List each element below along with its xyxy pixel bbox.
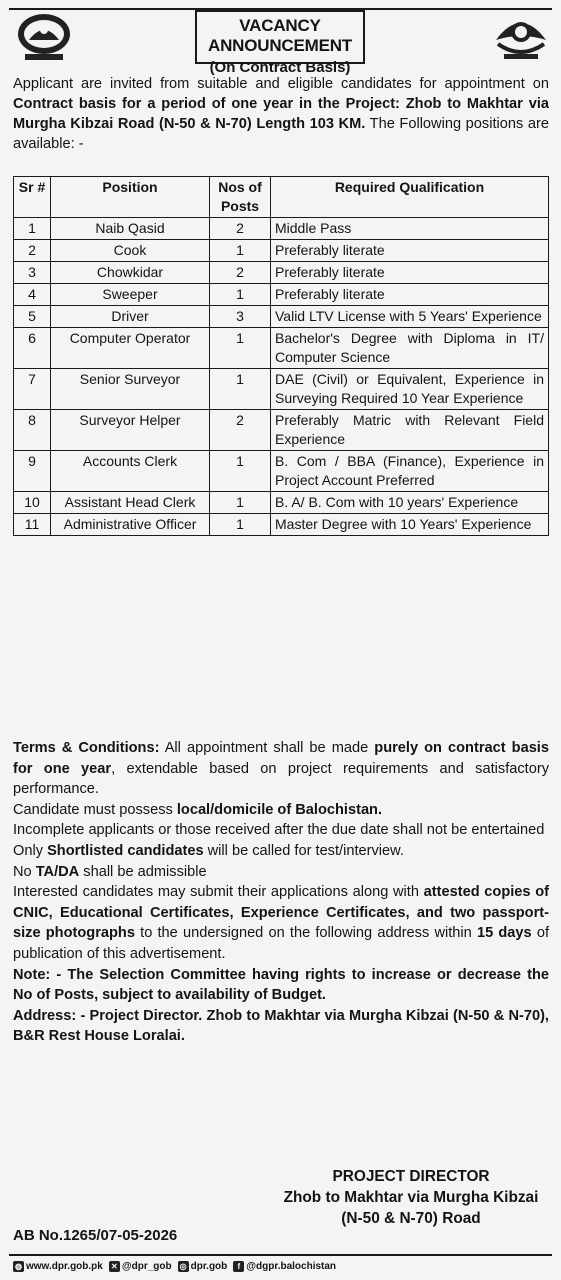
terms-item [13, 882, 549, 964]
table-row [14, 451, 549, 492]
table-row [14, 218, 549, 240]
cell-qualification: B. Com / BBA (Finance), Experience in Project Account Preferred [271, 451, 549, 492]
terms-text: TA/DA [35, 863, 80, 880]
terms-text: will be called for test/interview. [203, 842, 404, 859]
cell-position: Assistant Head Clerk [51, 492, 210, 514]
cell-sr: 10 [14, 492, 51, 514]
terms-text: purely on contract basis for one year [13, 740, 549, 777]
address-bold: Address: - Project Director. Zhob to Makhtar via Murgha Kibzai (N-50 & N-70), B&R Rest House Loralai. [13, 1007, 549, 1045]
cell-qualification: Middle Pass [271, 218, 549, 240]
header-nos: Nos of Posts [210, 177, 271, 218]
signature-road: (N-50 & N-70) Road [341, 1210, 481, 1227]
terms-text: All appointment shall be made [159, 740, 375, 756]
table-row [14, 492, 549, 514]
footer-website[interactable] [13, 1261, 103, 1272]
note-text [13, 965, 549, 1006]
cell-position: Senior Surveyor [51, 369, 210, 410]
cell-sr: 11 [14, 514, 51, 536]
cell-sr: 3 [14, 262, 51, 284]
intro-text: Applicant are invited from suitable and eligible candidates for appointment on [13, 76, 549, 92]
terms-text: of publication of this advertisement. [13, 925, 549, 962]
announcement-title: VACANCY ANNOUNCEMENT [208, 16, 352, 55]
cell-sr: 8 [14, 410, 51, 451]
cell-sr: 1 [14, 218, 51, 240]
header-sr: Sr # [14, 177, 51, 218]
signature-title: PROJECT DIRECTOR [332, 1168, 490, 1185]
cell-qualification: Bachelor's Degree with Diploma in IT/ Computer Science [271, 328, 549, 369]
cell-sr: 2 [14, 240, 51, 262]
cell-qualification: Preferably Matric with Relevant Field Experience [271, 410, 549, 451]
cell-qualification: Preferably literate [271, 240, 549, 262]
cell-nos: 1 [210, 284, 271, 306]
terms-text: Candidate must possess [13, 801, 177, 818]
cell-qualification: Preferably literate [271, 284, 549, 306]
announcement-subtitle: (On Contract Basis) [209, 59, 351, 76]
cell-position: Naib Qasid [51, 218, 210, 240]
cell-position: Driver [51, 306, 210, 328]
terms-text: No [13, 863, 36, 880]
cell-nos: 1 [210, 514, 271, 536]
terms-section [13, 738, 549, 1047]
address-text [13, 1006, 549, 1047]
signature-block [273, 1166, 549, 1229]
intro-project-text: Contract basis for a period of one year in the Project: Zhob to Makhtar via Murgha Kibzai Road (N-50 & N-70) Length 103 KM. [13, 96, 549, 132]
terms-item [13, 738, 549, 800]
header-position: Position [51, 177, 210, 218]
cell-nos: 2 [210, 410, 271, 451]
terms-item [13, 841, 549, 862]
ab-number: AB No.1265/07-05-2026 [13, 1227, 178, 1244]
cell-sr: 9 [14, 451, 51, 492]
terms-text: Only [13, 842, 48, 859]
cell-sr: 4 [14, 284, 51, 306]
terms-text: Incomplete applicants or those received after the due date shall not be entertained [13, 822, 545, 839]
table-row [14, 306, 549, 328]
table-row [14, 410, 549, 451]
table-row [14, 514, 549, 536]
table-row [14, 328, 549, 369]
header-qualification: Required Qualification [271, 177, 549, 218]
cell-nos: 1 [210, 369, 271, 410]
cell-qualification: Preferably literate [271, 262, 549, 284]
terms-item [13, 862, 549, 883]
terms-text: 15 days [476, 925, 532, 942]
cell-nos: 3 [210, 306, 271, 328]
terms-text: , extendable based on project requirements and satisfactory performance. [13, 760, 549, 798]
table-row [14, 284, 549, 306]
footer-facebook-text: @dgpr.balochistan [246, 1260, 337, 1272]
terms-label: Terms & Conditions: [13, 740, 160, 756]
vacancy-table [13, 176, 549, 536]
intro-paragraph [13, 74, 549, 154]
terms-text: local/domicile of Balochistan. [176, 801, 383, 818]
cell-qualification: Master Degree with 10 Years' Experience [271, 514, 549, 536]
signature-project: Zhob to Makhtar via Murgha Kibzai [283, 1189, 539, 1206]
cell-position: Cook [51, 240, 210, 262]
globe-icon: ◍ [13, 1261, 24, 1272]
note-bold: Note: - The Selection Committee having rights to increase or decrease the No of Posts, subject to availability of Budget. [13, 966, 549, 1004]
terms-text: Interested candidates may submit their applications along with [13, 884, 424, 901]
vacancy-advertisement [9, 4, 552, 1276]
cell-position: Sweeper [51, 284, 210, 306]
cell-qualification: DAE (Civil) or Equivalent, Experience in Surveying Required 10 Year Experience [271, 369, 549, 410]
table-row [14, 240, 549, 262]
footer-bar [9, 1254, 552, 1276]
cell-nos: 1 [210, 240, 271, 262]
department-emblem-right-icon [490, 10, 552, 64]
footer-dpr[interactable] [178, 1261, 228, 1272]
cell-sr: 7 [14, 369, 51, 410]
intro-positions-text: The Following positions are available: - [13, 116, 549, 152]
terms-text: attested copies of CNIC, Educational Certificates, Experience Certificates, and two passport-size photographs [13, 884, 549, 942]
cell-nos: 1 [210, 492, 271, 514]
cell-position: Accounts Clerk [51, 451, 210, 492]
terms-item [13, 800, 549, 821]
cell-position: Surveyor Helper [51, 410, 210, 451]
footer-website-text: www.dpr.gob.pk [26, 1260, 103, 1272]
footer-twitter-text: @dpr_gob [121, 1260, 172, 1272]
cell-nos: 2 [210, 262, 271, 284]
cell-qualification: Valid LTV License with 5 Years' Experience [271, 306, 549, 328]
terms-text: shall be admissible [79, 863, 207, 880]
footer-dpr-text: dpr.gob [190, 1260, 228, 1272]
table-body [14, 218, 549, 536]
footer-twitter[interactable] [109, 1261, 172, 1272]
instagram-icon: ◎ [178, 1261, 189, 1272]
terms-text: Shortlisted candidates [47, 842, 204, 859]
cell-position: Chowkidar [51, 262, 210, 284]
table-row [14, 262, 549, 284]
cell-qualification: B. A/ B. Com with 10 years' Experience [271, 492, 549, 514]
cell-sr: 6 [14, 328, 51, 369]
terms-item [13, 820, 549, 841]
facebook-icon: f [233, 1261, 244, 1272]
table-row [14, 369, 549, 410]
cell-nos: 2 [210, 218, 271, 240]
announcement-title-box [195, 10, 365, 76]
cell-position: Computer Operator [51, 328, 210, 369]
footer-facebook[interactable] [233, 1261, 336, 1272]
department-emblem-left-icon [13, 10, 75, 64]
cell-sr: 5 [14, 306, 51, 328]
cell-nos: 1 [210, 328, 271, 369]
twitter-icon: ✕ [109, 1261, 120, 1272]
terms-text: to the undersigned on the following address within [134, 925, 477, 942]
cell-position: Administrative Officer [51, 514, 210, 536]
table-header-row [14, 177, 549, 218]
cell-nos: 1 [210, 451, 271, 492]
